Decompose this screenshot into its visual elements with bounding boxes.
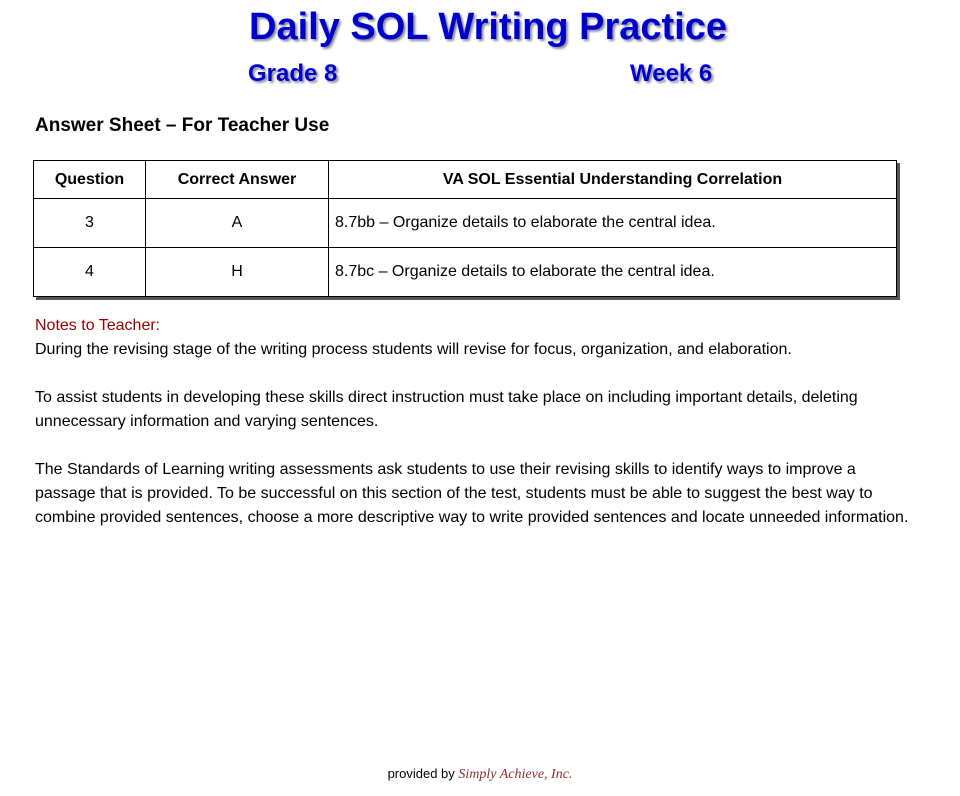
footer-provided-by: provided by <box>387 766 455 781</box>
table-header-row <box>34 161 897 199</box>
notes-paragraph: To assist students in developing these skills direct instruction must take place on including important details, deleting unnecessary information and varying sentences. <box>35 389 858 430</box>
cell-correlation: 8.7bc – Organize details to elaborate the central idea. <box>329 248 897 297</box>
cell-correlation: 8.7bb – Organize details to elaborate the central idea. <box>329 199 897 248</box>
table-row <box>34 248 897 297</box>
notes-section <box>35 314 915 530</box>
cell-question: 3 <box>34 199 146 248</box>
notes-title: Notes to Teacher: <box>35 317 161 334</box>
cell-answer: H <box>146 248 329 297</box>
answer-table <box>33 160 897 297</box>
cell-answer: A <box>146 199 329 248</box>
page-title: Daily SOL Writing Practice <box>249 6 727 48</box>
grade-label: Grade 8 <box>248 60 338 87</box>
footer <box>0 766 960 783</box>
footer-brand: Simply Achieve, Inc. <box>458 767 573 782</box>
paragraph-spacer <box>35 362 915 386</box>
notes-paragraph: During the revising stage of the writing process students will revise for focus, organization, and elaboration. <box>35 341 792 358</box>
week-label: Week 6 <box>630 60 713 87</box>
column-header-correct-answer: Correct Answer <box>146 161 329 199</box>
column-header-question: Question <box>34 161 146 199</box>
notes-paragraph: The Standards of Learning writing assessments ask students to use their revising skills to identify ways to improve a passage that is provided. To be successful on this section of the test, students must be able to suggest the best way to combine provided sentences, choose a more descriptive way to write provided sentences and locate unneeded information. <box>35 461 909 526</box>
answer-sheet-heading: Answer Sheet – For Teacher Use <box>35 115 330 136</box>
column-header-correlation: VA SOL Essential Understanding Correlation <box>329 161 897 199</box>
paragraph-spacer <box>35 434 915 458</box>
cell-question: 4 <box>34 248 146 297</box>
table-row <box>34 199 897 248</box>
